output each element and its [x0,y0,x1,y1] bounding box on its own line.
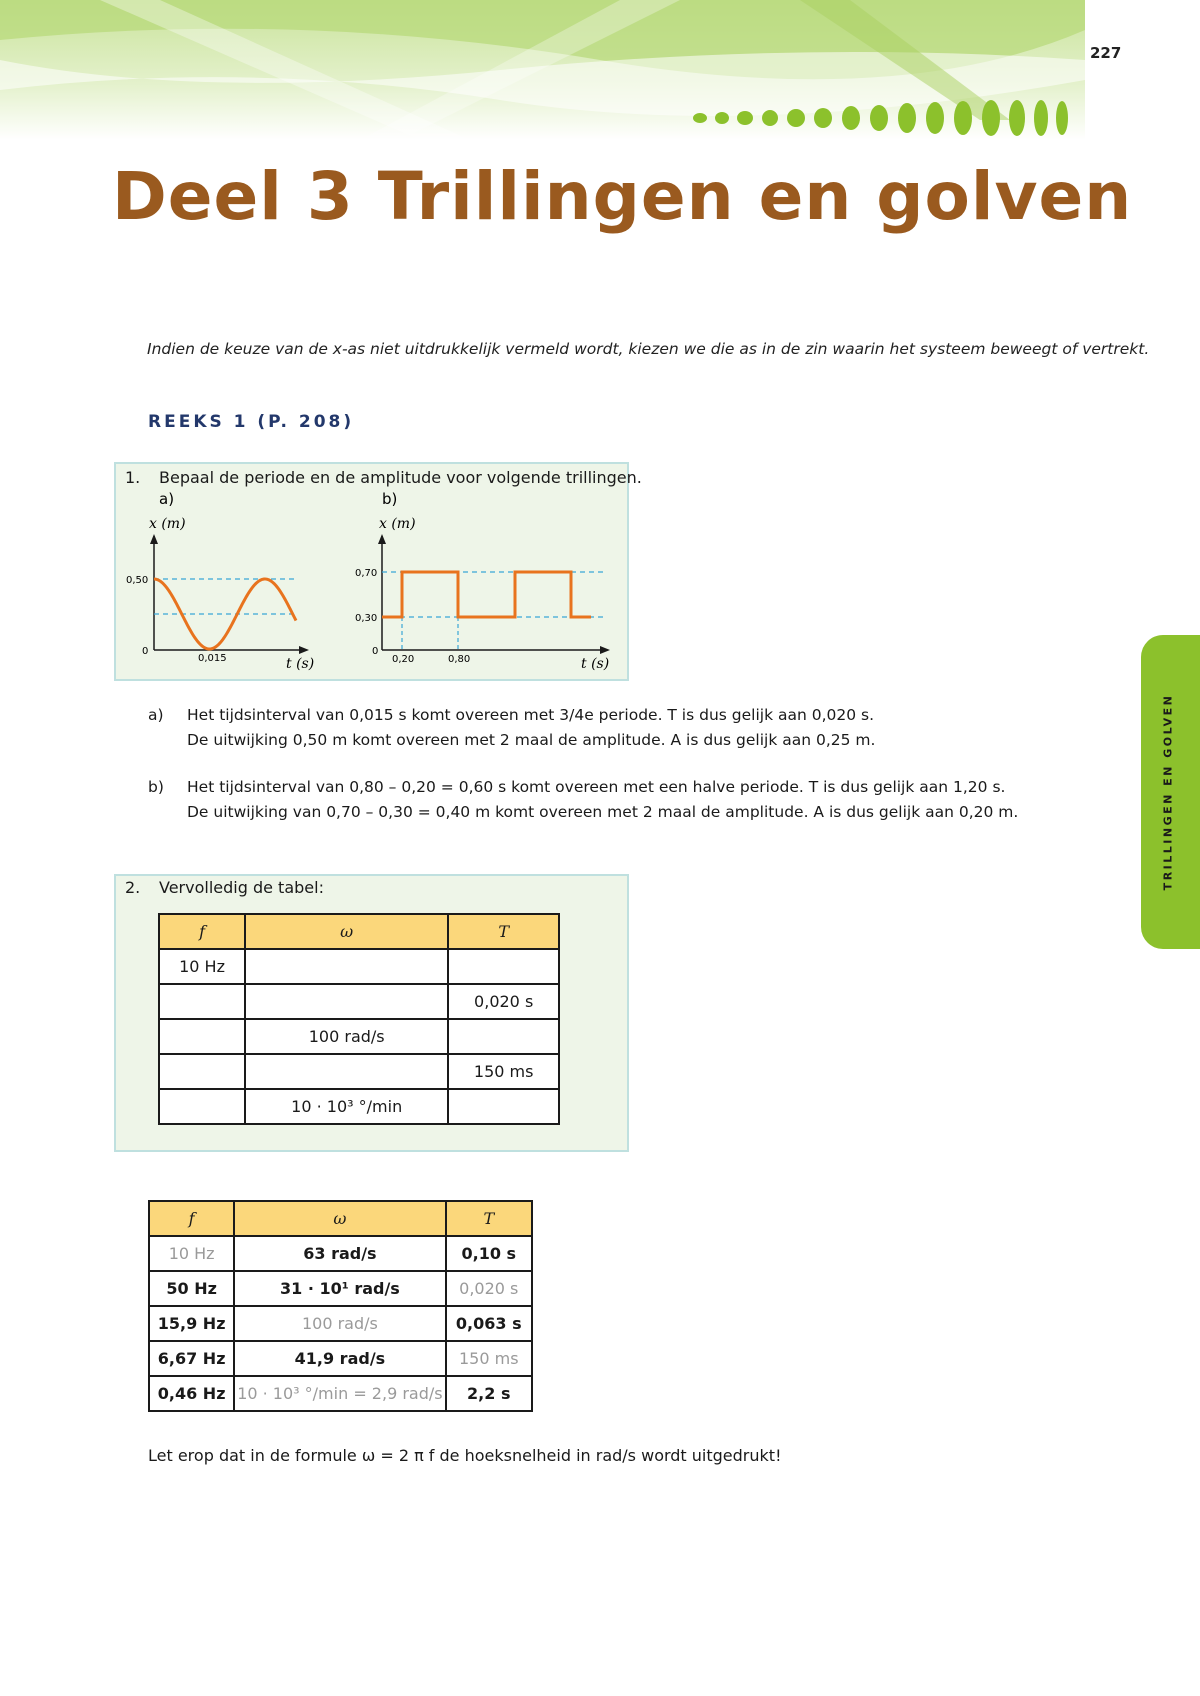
header-t: T [446,1201,532,1236]
page-title: Deel 3 Trillingen en golven [112,158,1133,235]
table-cell: 10 · 10³ °/min [245,1089,448,1124]
table-cell: 0,020 s [448,984,559,1019]
table-row [149,1236,532,1271]
table-cell: 0,063 s [446,1306,532,1341]
table-cell: 50 Hz [149,1271,234,1306]
answer-1b-line2: De uitwijking van 0,70 – 0,30 = 0,40 m komt overeen met 2 maal de amplitude. A is dus gelijk aan 0,20 m. [187,803,1019,821]
graph-b [345,490,625,680]
header-t: T [448,914,559,949]
table-row [159,1089,559,1124]
table-row [149,1376,532,1411]
header-f: f [159,914,245,949]
table-cell: 10 · 10³ °/min = 2,9 rad/s [234,1376,445,1411]
table-cell: 6,67 Hz [149,1341,234,1376]
graph-b-x-tick-2: 0,80 [448,654,471,665]
table-cell: 10 Hz [149,1236,234,1271]
answer-1b-line1: Het tijdsinterval van 0,80 – 0,20 = 0,60 s komt overeen met een halve periode. T is dus gelijk aan 1,20 s. [187,778,1006,796]
table-cell: 41,9 rad/s [234,1341,445,1376]
table-cell [159,1089,245,1124]
answer-table [148,1200,533,1412]
table-cell: 31 · 10¹ rad/s [234,1271,445,1306]
answer-1b [148,775,1108,825]
graph-b-y-label: x (m) [379,516,416,532]
table-cell [448,1089,559,1124]
table-cell [159,1019,245,1054]
graph-a [114,490,334,680]
table-row [149,1341,532,1376]
table-row [159,1019,559,1054]
page-number: 227 [1090,44,1122,62]
exercise-2-text: Vervolledig de tabel: [159,878,324,897]
table-row [149,1306,532,1341]
graph-a-y-tick-zero: 0 [142,646,149,657]
answer-1a [148,703,1048,753]
graph-b-y-tick-top: 0,70 [355,568,378,579]
graph-a-x-tick: 0,015 [198,653,227,664]
table-row [159,984,559,1019]
table-cell [159,984,245,1019]
table-cell: 2,2 s [446,1376,532,1411]
exercise-1-number: 1. [125,468,141,487]
table-cell [448,1019,559,1054]
table-cell [245,1054,448,1089]
answer-1a-label: a) [148,706,164,724]
exercise-2-table [158,913,560,1125]
header-omega: ω [245,914,448,949]
graph-b-x-label: t (s) [581,656,610,672]
header-decoration [0,0,1085,140]
chapter-tab-label: TRILLINGEN EN GOLVEN [1161,693,1175,891]
graph-a-y-tick-top: 0,50 [126,575,149,586]
table-row [159,1054,559,1089]
table-cell: 100 rad/s [234,1306,445,1341]
graph-a-label: a) [159,490,175,508]
graph-b-x-tick-1: 0,20 [392,654,415,665]
table-cell: 100 rad/s [245,1019,448,1054]
answer-1b-label: b) [148,778,164,796]
table-cell: 0,10 s [446,1236,532,1271]
exercise-2-number: 2. [125,878,141,897]
series-heading: REEKS 1 (P. 208) [148,412,355,432]
header-omega: ω [234,1201,445,1236]
table-row [149,1271,532,1306]
graph-a-x-label: t (s) [286,656,315,672]
footnote: Let erop dat in de formule ω = 2 π f de hoeksnelheid in rad/s wordt uitgedrukt! [148,1446,782,1465]
table-cell: 0,46 Hz [149,1376,234,1411]
table-cell: 0,020 s [446,1271,532,1306]
graph-b-square-wave [382,572,591,617]
table-cell [159,1054,245,1089]
table-cell: 150 ms [446,1341,532,1376]
graph-a-y-label: x (m) [149,516,186,532]
exercise-2-table-header [159,914,559,949]
graph-b-y-tick-mid: 0,30 [355,613,378,624]
table-cell: 10 Hz [159,949,245,984]
table-cell: 150 ms [448,1054,559,1089]
answer-1a-line2: De uitwijking 0,50 m komt overeen met 2 maal de amplitude. A is dus gelijk aan 0,25 m. [187,731,876,749]
graph-b-label: b) [382,490,398,508]
intro-text: Indien de keuze van de x-as niet uitdrukkelijk vermeld wordt, kiezen we die as in de zin waarin het systeem beweegt of vertrekt. [147,340,1150,358]
table-row [159,949,559,984]
header-f: f [149,1201,234,1236]
table-cell [245,949,448,984]
table-cell: 15,9 Hz [149,1306,234,1341]
graph-b-y-tick-zero: 0 [372,646,379,657]
table-cell: 63 rad/s [234,1236,445,1271]
table-cell [245,984,448,1019]
table-cell [448,949,559,984]
exercise-1-text: Bepaal de periode en de amplitude voor volgende trillingen. [159,468,642,487]
answer-table-header [149,1201,532,1236]
answer-1a-line1: Het tijdsinterval van 0,015 s komt overeen met 3/4e periode. T is dus gelijk aan 0,020 s. [187,706,875,724]
